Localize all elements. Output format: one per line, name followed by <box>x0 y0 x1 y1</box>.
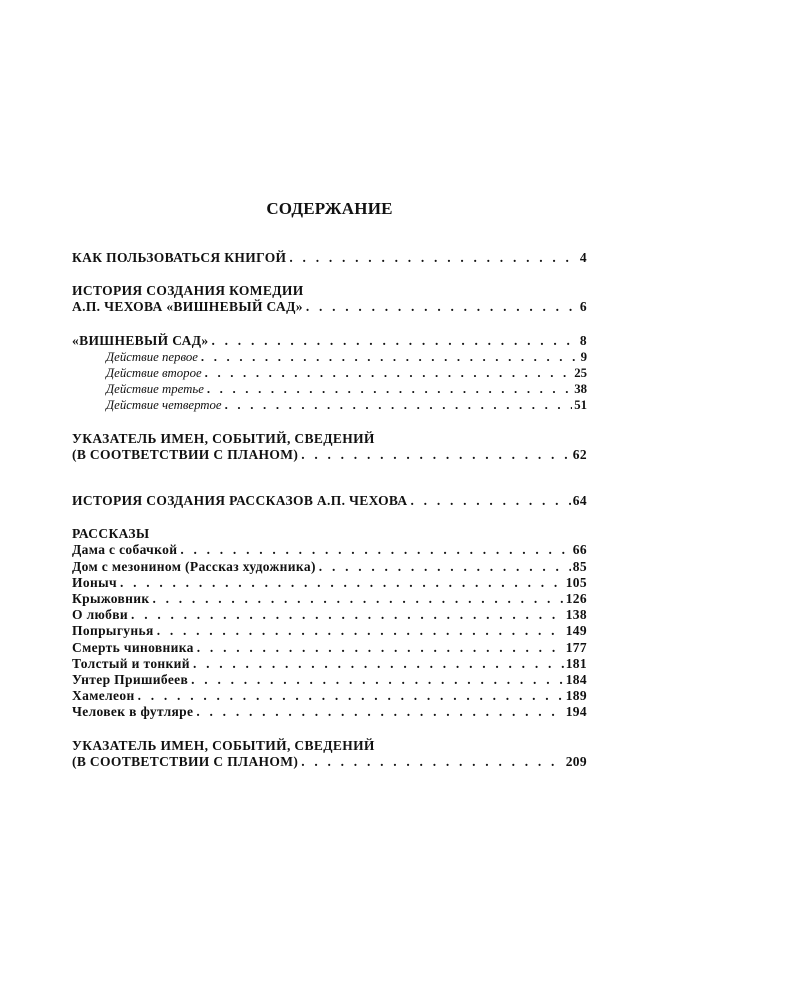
toc-entry-story[interactable] <box>72 607 587 623</box>
leader-dots <box>157 623 564 639</box>
leader-dots <box>193 656 564 672</box>
toc-entry-label: Толстый и тонкий <box>72 655 190 671</box>
toc-entry-label: Действие третье <box>106 382 204 397</box>
leader-dots <box>197 640 564 656</box>
toc-page-number: 194 <box>565 704 587 720</box>
leader-dots <box>205 365 573 381</box>
toc-entry-story[interactable] <box>72 704 587 720</box>
leader-dots <box>152 591 563 607</box>
toc-entry-index1-line1 <box>72 431 587 447</box>
spacer <box>72 463 587 493</box>
toc-entries <box>72 250 587 770</box>
toc-entry-history-stories[interactable] <box>72 493 587 509</box>
spacer <box>72 414 587 431</box>
toc-page-number: 25 <box>574 366 587 381</box>
leader-dots <box>191 672 564 688</box>
toc-entry-label: ИСТОРИЯ СОЗДАНИЯ КОМЕДИИ <box>72 283 304 299</box>
toc-page-number: 138 <box>565 607 587 623</box>
toc-entry-label: Хамелеон <box>72 688 135 704</box>
toc-entry-story[interactable] <box>72 559 587 575</box>
toc-stories-heading <box>72 526 587 542</box>
toc-page-number: 62 <box>572 446 587 462</box>
leader-dots <box>301 447 571 463</box>
leader-dots <box>289 250 577 266</box>
toc-page-number: 181 <box>565 655 587 671</box>
toc-page-number: 51 <box>574 398 587 413</box>
toc-entry-label: Крыжовник <box>72 591 150 607</box>
toc-page-number: 38 <box>574 382 587 397</box>
leader-dots <box>319 559 571 575</box>
toc-entry-history-comedy-line1 <box>72 283 587 299</box>
toc-entry-act[interactable] <box>72 397 587 413</box>
toc-entry-story[interactable] <box>72 688 587 704</box>
toc-entry-index2-line1 <box>72 738 587 754</box>
toc-page-number: 126 <box>565 591 587 607</box>
toc-entry-label: Действие четвертое <box>106 398 222 413</box>
toc-entry-label: (В СООТВЕТСТВИИ С ПЛАНОМ) <box>72 446 299 462</box>
toc-entry-label: Ионыч <box>72 574 117 590</box>
toc-entry-act[interactable] <box>72 365 587 381</box>
toc-entry-story[interactable] <box>72 575 587 591</box>
toc-entry-cherry-orchard[interactable] <box>72 333 587 349</box>
toc-page-number: 9 <box>580 349 587 364</box>
toc-entry-label: УКАЗАТЕЛЬ ИМЕН, СОБЫТИЙ, СВЕДЕНИЙ <box>72 430 375 446</box>
toc-entry-story[interactable] <box>72 640 587 656</box>
toc-entry-label: О любви <box>72 607 129 623</box>
spacer <box>72 721 587 738</box>
leader-dots <box>196 704 563 720</box>
toc-page-number: 184 <box>565 672 587 688</box>
toc-entry-label: (В СООТВЕТСТВИИ С ПЛАНОМ) <box>72 753 299 769</box>
toc-page-number: 209 <box>565 753 587 769</box>
toc-entry-history-comedy[interactable] <box>72 299 587 315</box>
leader-dots <box>207 381 572 397</box>
toc-entry-index1[interactable] <box>72 447 587 463</box>
toc-entry-label: Попрыгунья <box>72 623 154 639</box>
toc-page-number: 6 <box>579 299 587 315</box>
leader-dots <box>306 299 578 315</box>
toc-entry-label: Действие второе <box>106 366 202 381</box>
toc-entry-story[interactable] <box>72 656 587 672</box>
leader-dots <box>138 688 564 704</box>
leader-dots <box>301 754 563 770</box>
toc-entry-label: Человек в футляре <box>72 704 194 720</box>
spacer <box>72 316 587 333</box>
toc-page-number: 8 <box>579 332 587 348</box>
leader-dots <box>411 493 571 509</box>
toc-entry-label: Дама с собачкой <box>72 542 178 558</box>
toc-entry-label: Смерть чиновника <box>72 639 194 655</box>
toc-page-number: 149 <box>565 623 587 639</box>
leader-dots <box>201 349 579 365</box>
toc-entry-index2[interactable] <box>72 754 587 770</box>
toc-entry-act[interactable] <box>72 349 587 365</box>
toc-section-heading: РАССКАЗЫ <box>72 526 150 542</box>
leader-dots <box>131 607 564 623</box>
toc-entry-label: Дом с мезонином (Рассказ художника) <box>72 558 316 574</box>
toc-entry-label: ИСТОРИЯ СОЗДАНИЯ РАССКАЗОВ А.П. ЧЕХОВА <box>72 493 408 509</box>
toc-entry-label: Унтер Пришибеев <box>72 672 189 688</box>
toc-page-number: 177 <box>565 639 587 655</box>
toc-page-number: 189 <box>565 688 587 704</box>
toc-entry-story[interactable] <box>72 591 587 607</box>
toc-entry-label: КАК ПОЛЬЗОВАТЬСЯ КНИГОЙ <box>72 250 287 265</box>
leader-dots <box>225 397 573 413</box>
toc-entry-story[interactable] <box>72 672 587 688</box>
spacer <box>72 266 587 283</box>
toc-entry-label: Действие первое <box>106 349 198 364</box>
leader-dots <box>120 575 564 591</box>
leader-dots <box>180 542 570 558</box>
toc-title: СОДЕРЖАНИЕ <box>266 199 393 218</box>
toc-page-number: 105 <box>565 574 587 590</box>
toc-entry-story[interactable] <box>72 542 587 558</box>
toc-entry-label: УКАЗАТЕЛЬ ИМЕН, СОБЫТИЙ, СВЕДЕНИЙ <box>72 737 375 753</box>
toc-entry-label: А.П. ЧЕХОВА «ВИШНЕВЫЙ САД» <box>72 299 303 315</box>
toc-entry-story[interactable] <box>72 623 587 639</box>
spacer <box>72 509 587 526</box>
leader-dots <box>212 333 578 349</box>
toc-page-number: 66 <box>572 542 587 558</box>
toc-page-number: 85 <box>572 558 587 574</box>
toc-page <box>72 0 587 1000</box>
toc-page-number: 64 <box>572 493 587 509</box>
toc-entry-label: «ВИШНЕВЫЙ САД» <box>72 332 209 348</box>
toc-entry-act[interactable] <box>72 381 587 397</box>
toc-entry-how-to[interactable] <box>72 250 587 266</box>
toc-page-number: 4 <box>579 250 587 265</box>
